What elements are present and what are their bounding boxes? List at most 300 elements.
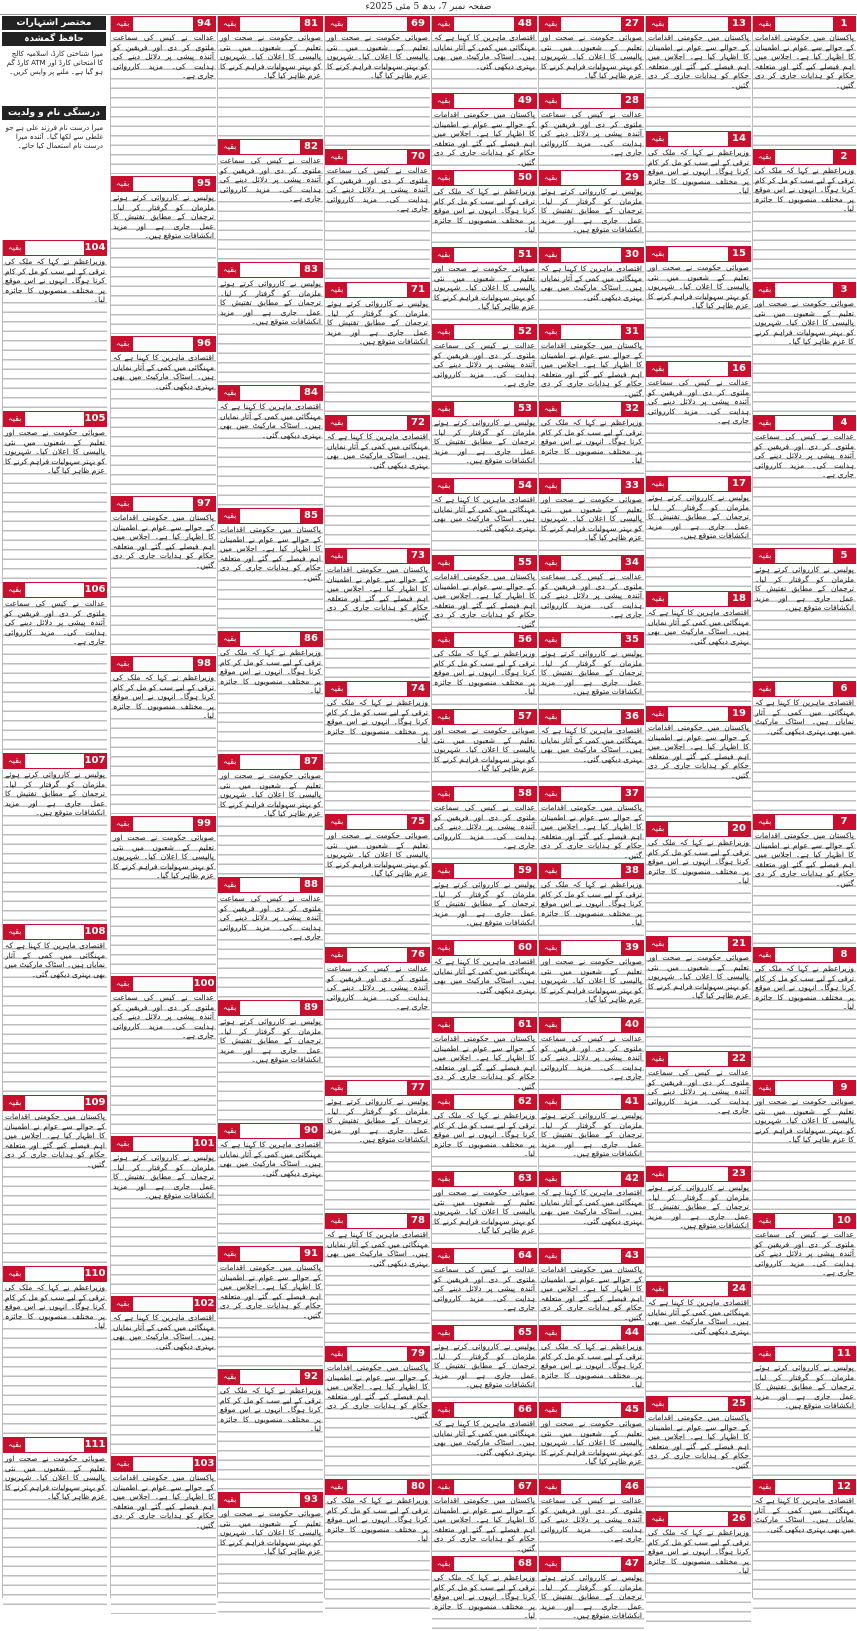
continuation-header: [111, 1296, 216, 1312]
continuation-label: بقیہ: [540, 17, 561, 31]
continuation-label: بقیہ: [219, 17, 240, 31]
continuation-item: [218, 385, 323, 506]
continuation-item: [753, 1479, 856, 1610]
continuation-item: [753, 548, 856, 679]
continuation-number: 15: [728, 247, 750, 261]
continuation-number: 48: [514, 17, 536, 31]
continuation-number: 18: [728, 592, 750, 606]
continuation-number: 54: [514, 479, 536, 493]
continuation-header: [432, 324, 537, 340]
continuation-text: وزیراعظم نے کہا کہ ملک کی ترقی کے لیے سب کو مل کر کام کرنا ہوگا۔ انہوں نے اس موقع پر مختلف منصوبوں کا جائزہ لیا۔: [325, 697, 430, 812]
continuation-header: [753, 947, 856, 963]
continuation-number: 17: [728, 477, 750, 491]
continuation-label: بقیہ: [540, 864, 561, 878]
continuation-number: 80: [407, 1480, 429, 1494]
continuation-number: 62: [514, 1095, 536, 1109]
continuation-label: بقیہ: [754, 150, 775, 164]
continuation-label: بقیہ: [219, 878, 240, 892]
continuation-label: بقیہ: [647, 1282, 668, 1296]
continuation-item: [539, 863, 644, 938]
continuation-text: صوبائی حکومت نے صحت اور تعلیم کے شعبوں میں نئی پالیسی کا اعلان کیا۔ شہریوں کو بہتر سہولیات فراہم کرنے کا عزم ظاہر کیا گیا۔: [3, 1453, 107, 1606]
continuation-label: بقیہ: [647, 707, 668, 721]
continuation-header: [432, 863, 537, 879]
continuation-header: [539, 1325, 644, 1341]
continuation-number: 14: [728, 132, 750, 146]
continuation-number: 82: [300, 140, 322, 154]
continuation-number: 53: [514, 402, 536, 416]
continuation-number: 44: [621, 1326, 643, 1340]
continuation-item: [539, 16, 644, 91]
continuation-item: [111, 976, 216, 1134]
continuation-number: 1: [833, 17, 855, 31]
continuation-label: بقیہ: [540, 1557, 561, 1571]
continuation-text: اقتصادی ماہرین کا کہنا ہے کہ مہنگائی میں کمی کے آثار نمایاں ہیں۔ اسٹاک مارکیٹ میں بھی بہتری دیکھی گئی۔: [111, 352, 216, 494]
column-6: [217, 16, 323, 1598]
continuation-text: پولیس نے کارروائی کرتے ہوئے ملزمان کو گرفتار کر لیا۔ ترجمان کے مطابق تفتیش کا عمل جاری ہے اور مزید انکشافات متوقع ہیں۔: [432, 1341, 537, 1400]
continuation-text: عدالت نے کیس کی سماعت ملتوی کر دی اور فریقین کو آئندہ پیشی پر دلائل دینے کی ہدایت کی۔ مزید کارروائی جاری ہے۔: [539, 1033, 644, 1092]
continuation-header: [646, 591, 751, 607]
continuation-header: [646, 246, 751, 262]
continuation-label: بقیہ: [326, 1347, 347, 1361]
continuation-header: [111, 1456, 216, 1472]
continuation-text: وزیراعظم نے کہا کہ ملک کی ترقی کے لیے سب کو مل کر کام کرنا ہوگا۔ انہوں نے اس موقع پر مختلف منصوبوں کا جائزہ لیا۔: [539, 879, 644, 938]
classified-heading-ads: مختصر اشتہارات: [2, 16, 106, 30]
continuation-number: 59: [514, 864, 536, 878]
continuation-number: 49: [514, 94, 536, 108]
continuation-item: [432, 324, 537, 399]
continuation-item: [646, 361, 751, 474]
continuation-item: [646, 1396, 751, 1509]
continuation-item: [432, 632, 537, 707]
continuation-header: [539, 1171, 644, 1187]
continuation-label: بقیہ: [433, 710, 454, 724]
continuation-header: [432, 478, 537, 494]
column-3: [538, 16, 644, 1620]
continuation-item: [325, 1346, 430, 1477]
continuation-header: [111, 1136, 216, 1152]
continuation-number: 19: [728, 707, 750, 721]
continuation-number: 56: [514, 633, 536, 647]
continuation-label: بقیہ: [754, 283, 775, 297]
continuation-item: [3, 753, 107, 922]
continuation-number: 27: [621, 17, 643, 31]
continuation-label: بقیہ: [219, 1370, 240, 1384]
continuation-item: [3, 1095, 107, 1264]
continuation-label: بقیہ: [647, 937, 668, 951]
continuation-item: [432, 1556, 537, 1631]
continuation-label: بقیہ: [754, 1214, 775, 1228]
continuation-text: پولیس نے کارروائی کرتے ہوئے ملزمان کو گرفتار کر لیا۔ ترجمان کے مطابق تفتیش کا عمل جاری ہے اور مزید انکشافات متوقع ہیں۔: [432, 879, 537, 938]
continuation-text: صوبائی حکومت نے صحت اور تعلیم کے شعبوں میں نئی پالیسی کا اعلان کیا۔ شہریوں کو بہتر سہولیات فراہم کرنے کا عزم ظاہر کیا گیا۔: [432, 1187, 537, 1246]
continuation-header: [539, 93, 644, 109]
continuation-number: 21: [728, 937, 750, 951]
continuation-text: پولیس نے کارروائی کرتے ہوئے ملزمان کو گرفتار کر لیا۔ ترجمان کے مطابق تفتیش کا عمل جاری ہے اور مزید انکشافات متوقع ہیں۔: [218, 1016, 323, 1121]
continuation-header: [539, 632, 644, 648]
continuation-label: بقیہ: [647, 1512, 668, 1526]
continuation-header: [539, 555, 644, 571]
continuation-header: [432, 555, 537, 571]
continuation-number: 106: [84, 584, 106, 595]
continuation-label: بقیہ: [219, 263, 240, 277]
continuation-number: 31: [621, 325, 643, 339]
continuation-header: [432, 1248, 537, 1264]
column-5: [324, 16, 430, 1598]
continuation-label: بقیہ: [433, 1095, 454, 1109]
continuation-text: پاکستان میں حکومتی اقدامات کے حوالے سے عوام نے اطمینان کا اظہار کیا ہے۔ اجلاس میں اہم فیصلے کیے گئے اور متعلقہ حکام کو ہدایات جاری کر دی گئیں۔: [434, 1496, 535, 1553]
continuation-text: عدالت نے کیس کی سماعت ملتوی کر دی اور فریقین کو آئندہ پیشی پر دلائل دینے کی ہدایت کی۔ مزید کارروائی جاری ہے۔: [432, 802, 537, 861]
continuation-header: [539, 709, 644, 725]
continuation-text: اقتصادی ماہرین کا کہنا ہے کہ مہنگائی میں کمی کے آثار نمایاں ہیں۔ اسٹاک مارکیٹ میں بھی بہتری دیکھی گئی۔: [432, 494, 537, 553]
continuation-label: بقیہ: [540, 248, 561, 262]
continuation-header: [218, 16, 323, 32]
continuation-header: [646, 476, 751, 492]
continuation-text: پاکستان میں حکومتی اقدامات کے حوالے سے عوام نے اطمینان کا اظہار کیا ہے۔ اجلاس میں اہم فیصلے کیے گئے اور متعلقہ حکام کو ہدایات جاری کر دی گئیں۔: [325, 1362, 430, 1477]
classified-heading-name-correction: درستگی نام و ولدیت: [2, 106, 106, 120]
continuation-item: [218, 1000, 323, 1121]
continuation-header: [325, 415, 430, 431]
continuation-number: 20: [728, 822, 750, 836]
continuation-text: عدالت نے کیس کی سماعت ملتوی کر دی اور فریقین کو آئندہ پیشی پر دلائل دینے کی ہدایت کی۔ مزید کارروائی جاری ہے۔: [646, 1067, 751, 1164]
continuation-header: [325, 16, 430, 32]
continuation-item: [325, 1080, 430, 1211]
continuation-item: [325, 149, 430, 280]
continuation-header: [646, 361, 751, 377]
continuation-item: [539, 555, 644, 630]
continuation-label: بقیہ: [4, 754, 25, 768]
continuation-header: [432, 16, 537, 32]
continuation-text: اقتصادی ماہرین کا کہنا ہے کہ مہنگائی میں کمی کے آثار نمایاں ہیں۔ اسٹاک مارکیٹ میں بھی بہتری دیکھی گئی۔: [218, 401, 323, 506]
continuation-text: پولیس نے کارروائی کرتے ہوئے ملزمان کو گرفتار کر لیا۔ ترجمان کے مطابق تفتیش کا عمل جاری ہے اور مزید انکشافات متوقع ہیں۔: [432, 417, 537, 476]
continuation-label: بقیہ: [112, 817, 133, 831]
continuation-item: [111, 1296, 216, 1454]
continuation-text: پولیس نے کارروائی کرتے ہوئے ملزمان کو گرفتار کر لیا۔ ترجمان کے مطابق تفتیش کا عمل جاری ہے اور مزید انکشافات متوقع ہیں۔: [539, 648, 644, 707]
continuation-text: صوبائی حکومت نے صحت اور تعلیم کے شعبوں میں نئی پالیسی کا اعلان کیا۔ شہریوں کو بہتر سہولیات فراہم کرنے کا عزم ظاہر کیا گیا۔: [539, 956, 644, 1015]
continuation-number: 86: [300, 632, 322, 646]
continuation-item: [539, 1171, 644, 1246]
continuation-item: [3, 1437, 107, 1606]
continuation-header: [432, 93, 537, 109]
continuation-label: بقیہ: [647, 247, 668, 261]
continuation-label: بقیہ: [112, 177, 133, 191]
continuation-text: پاکستان میں حکومتی اقدامات کے حوالے سے عوام نے اطمینان کا اظہار کیا ہے۔ اجلاس میں اہم فیصلے کیے گئے اور متعلقہ حکام کو ہدایات جاری کر دی گئیں۔: [325, 564, 430, 679]
continuation-number: 91: [300, 1247, 322, 1261]
continuation-label: بقیہ: [647, 362, 668, 376]
continuation-number: 92: [300, 1370, 322, 1384]
continuation-text: وزیراعظم نے کہا کہ ملک کی ترقی کے لیے سب کو مل کر کام کرنا ہوگا۔ انہوں نے اس موقع پر مختلف منصوبوں کا جائزہ لیا۔: [753, 963, 856, 1078]
continuation-text: وزیراعظم نے کہا کہ ملک کی ترقی کے لیے سب کو مل کر کام کرنا ہوگا۔ انہوں نے اس موقع پر مختلف منصوبوں کا جائزہ لیا۔: [3, 256, 107, 409]
continuation-text: پاکستان میں حکومتی اقدامات کے حوالے سے عوام نے اطمینان کا اظہار کیا ہے۔ اجلاس میں اہم فیصلے کیے گئے اور متعلقہ حکام کو ہدایات جاری کر دی گئیں۔: [753, 32, 856, 147]
continuation-text: اقتصادی ماہرین کا کہنا ہے کہ مہنگائی میں کمی کے آثار نمایاں ہیں۔ اسٹاک مارکیٹ میں بھی بہتری دیکھی گئی۔: [646, 1297, 751, 1394]
continuation-item: [646, 246, 751, 359]
continuation-item: [646, 821, 751, 934]
continuation-text: عدالت نے کیس کی سماعت ملتوی کر دی اور فریقین کو آئندہ پیشی پر دلائل دینے کی ہدایت کی۔ مزید کارروائی جاری ہے۔: [218, 155, 323, 260]
continuation-label: بقیہ: [219, 1124, 240, 1138]
column-4: [431, 16, 537, 1620]
classified-heading-lost: حافظ گمشدہ: [2, 32, 106, 46]
continuation-item: [753, 1080, 856, 1211]
continuation-label: بقیہ: [219, 509, 240, 523]
continuation-label: بقیہ: [219, 140, 240, 154]
continuation-item: [218, 1369, 323, 1490]
continuation-item: [3, 240, 107, 409]
continuation-label: بقیہ: [4, 1267, 25, 1281]
continuation-number: 89: [300, 1001, 322, 1015]
continuation-number: 13: [728, 17, 750, 31]
continuation-text: صوبائی حکومت نے صحت اور تعلیم کے شعبوں میں نئی پالیسی کا اعلان کیا۔ شہریوں کو بہتر سہولیات فراہم کرنے کا عزم ظاہر کیا گیا۔: [218, 1508, 323, 1613]
continuation-number: 55: [514, 556, 536, 570]
classified-body-lost: میرا شناختی کارڈ، اسلامیہ کالج کا امتحانی کارڈ اور ATM کارڈ گم ہو گیا ہے۔ ملنے پر واپس کریں۔: [6, 50, 103, 76]
continuation-number: 51: [514, 248, 536, 262]
continuation-number: 87: [300, 755, 322, 769]
classified-section-name-correction: [2, 106, 106, 204]
continuation-item: [325, 814, 430, 945]
continuation-text: پولیس نے کارروائی کرتے ہوئے ملزمان کو گرفتار کر لیا۔ ترجمان کے مطابق تفتیش کا عمل جاری ہے اور مزید انکشافات متوقع ہیں۔: [539, 1110, 644, 1169]
continuation-text: پاکستان میں حکومتی اقدامات کے حوالے سے عوام نے اطمینان کا اظہار کیا ہے۔ اجلاس میں اہم فیصلے کیے گئے اور متعلقہ حکام کو ہدایات جاری کر دی گئیں۔: [3, 1111, 107, 1264]
column-8: [2, 240, 107, 1598]
continuation-number: 4: [833, 416, 855, 430]
continuation-header: [539, 863, 644, 879]
continuation-header: [325, 282, 430, 298]
continuation-label: بقیہ: [433, 1326, 454, 1340]
continuation-text: اقتصادی ماہرین کا کہنا ہے کہ مہنگائی میں کمی کے آثار نمایاں ہیں۔ اسٹاک مارکیٹ میں بھی بہتری دیکھی گئی۔: [539, 1187, 644, 1246]
continuation-label: بقیہ: [112, 657, 133, 671]
continuation-number: 12: [833, 1480, 855, 1494]
continuation-text: اقتصادی ماہرین کا کہنا ہے کہ مہنگائی میں کمی کے آثار نمایاں ہیں۔ اسٹاک مارکیٹ میں بھی بہتری دیکھی گئی۔: [432, 956, 537, 1015]
continuation-item: [539, 632, 644, 707]
continuation-item: [432, 170, 537, 245]
continuation-header: [432, 170, 537, 186]
continuation-item: [646, 706, 751, 819]
continuation-item: [432, 555, 537, 630]
continuation-label: بقیہ: [433, 556, 454, 570]
continuation-header: [432, 1402, 537, 1418]
continuation-number: 103: [193, 1458, 215, 1469]
continuation-item: [111, 336, 216, 494]
continuation-header: [218, 1492, 323, 1508]
continuation-header: [325, 548, 430, 564]
continuation-label: بقیہ: [647, 17, 668, 31]
continuation-header: [111, 496, 216, 512]
continuation-text: عدالت نے کیس کی سماعت ملتوی کر دی اور فریقین کو آئندہ پیشی پر دلائل دینے کی ہدایت کی۔ مزید کارروائی جاری ہے۔: [646, 377, 751, 474]
continuation-number: 45: [621, 1403, 643, 1417]
continuation-number: 26: [728, 1512, 750, 1526]
continuation-text: وزیراعظم نے کہا کہ ملک کی ترقی کے لیے سب کو مل کر کام کرنا ہوگا۔ انہوں نے اس موقع پر مختلف منصوبوں کا جائزہ لیا۔: [325, 1495, 430, 1610]
continuation-label: بقیہ: [540, 556, 561, 570]
continuation-header: [432, 247, 537, 263]
continuation-item: [325, 947, 430, 1078]
continuation-text: پاکستان میں حکومتی اقدامات کے حوالے سے عوام نے اطمینان کا اظہار کیا ہے۔ اجلاس میں اہم فیصلے کیے گئے اور متعلقہ حکام کو ہدایات جاری کر دی گئیں۔: [218, 524, 323, 629]
continuation-header: [432, 1325, 537, 1341]
continuation-number: 63: [514, 1172, 536, 1186]
continuation-number: 69: [407, 17, 429, 31]
continuation-item: [753, 814, 856, 945]
continuation-label: بقیہ: [647, 132, 668, 146]
continuation-header: [539, 401, 644, 417]
continuation-label: بقیہ: [433, 171, 454, 185]
continuation-text: اقتصادی ماہرین کا کہنا ہے کہ مہنگائی میں کمی کے آثار نمایاں ہیں۔ اسٹاک مارکیٹ میں بھی بہتری دیکھی گئی۔: [753, 697, 856, 812]
continuation-label: بقیہ: [647, 1052, 668, 1066]
continuation-text: پولیس نے کارروائی کرتے ہوئے ملزمان کو گرفتار کر لیا۔ ترجمان کے مطابق تفتیش کا عمل جاری ہے اور مزید انکشافات متوقع ہیں۔: [325, 298, 430, 413]
continuation-item: [218, 631, 323, 752]
continuation-header: [753, 149, 856, 165]
continuation-header: [753, 548, 856, 564]
continuation-header: [539, 324, 644, 340]
continuation-number: 101: [193, 1138, 215, 1149]
continuation-text: عدالت نے کیس کی سماعت ملتوی کر دی اور فریقین کو آئندہ پیشی پر دلائل دینے کی ہدایت کی۔ مزید کارروائی جاری ہے۔: [539, 571, 644, 630]
continuation-number: 102: [193, 1298, 215, 1309]
continuation-header: [646, 1511, 751, 1527]
continuation-text: اقتصادی ماہرین کا کہنا ہے کہ مہنگائی میں کمی کے آثار نمایاں ہیں۔ اسٹاک مارکیٹ میں بھی بہتری دیکھی گئی۔: [539, 725, 644, 784]
continuation-text: اقتصادی ماہرین کا کہنا ہے کہ مہنگائی میں کمی کے آثار نمایاں ہیں۔ اسٹاک مارکیٹ میں بھی بہتری دیکھی گئی۔: [753, 1495, 856, 1610]
continuation-number: 37: [621, 787, 643, 801]
continuation-number: 76: [407, 948, 429, 962]
continuation-number: 72: [407, 416, 429, 430]
continuation-header: [646, 16, 751, 32]
continuation-number: 98: [193, 657, 215, 671]
continuation-text: اقتصادی ماہرین کا کہنا ہے کہ مہنگائی میں کمی کے آثار نمایاں ہیں۔ اسٹاک مارکیٹ میں بھی بہتری دیکھی گئی۔: [325, 431, 430, 546]
continuation-header: [432, 632, 537, 648]
continuation-label: بقیہ: [754, 948, 775, 962]
continuation-number: 47: [621, 1557, 643, 1571]
continuation-number: 96: [193, 337, 215, 351]
continuation-text: عدالت نے کیس کی سماعت ملتوی کر دی اور فریقین کو آئندہ پیشی پر دلائل دینے کی ہدایت کی۔ مزید کارروائی جاری ہے۔: [539, 1495, 644, 1554]
continuation-text: پاکستان میں حکومتی اقدامات کے حوالے سے عوام نے اطمینان کا اظہار کیا ہے۔ اجلاس میں اہم فیصلے کیے گئے اور متعلقہ حکام کو ہدایات جاری کر دی گئیں۔: [541, 341, 642, 398]
continuation-item: [646, 1511, 751, 1624]
continuation-item: [432, 940, 537, 1015]
continuation-text: اقتصادی ماہرین کا کہنا ہے کہ مہنگائی میں کمی کے آثار نمایاں ہیں۔ اسٹاک مارکیٹ میں بھی بہتری دیکھی گئی۔: [646, 607, 751, 704]
continuation-text: پولیس نے کارروائی کرتے ہوئے ملزمان کو گرفتار کر لیا۔ ترجمان کے مطابق تفتیش کا عمل جاری ہے اور مزید انکشافات متوقع ہیں۔: [646, 1182, 751, 1279]
continuation-item: [111, 496, 216, 654]
continuation-label: بقیہ: [112, 17, 133, 31]
continuation-header: [111, 816, 216, 832]
continuation-text: صوبائی حکومت نے صحت اور تعلیم کے شعبوں میں نئی پالیسی کا اعلان کیا۔ شہریوں کو بہتر سہولیات فراہم کرنے کا عزم ظاہر کیا گیا۔: [325, 830, 430, 945]
continuation-item: [753, 1346, 856, 1477]
continuation-header: [539, 786, 644, 802]
continuation-header: [3, 240, 107, 256]
continuation-label: بقیہ: [326, 1081, 347, 1095]
continuation-number: 34: [621, 556, 643, 570]
continuation-item: [325, 681, 430, 812]
continuation-header: [432, 401, 537, 417]
continuation-label: بقیہ: [326, 17, 347, 31]
continuation-number: 57: [514, 710, 536, 724]
continuation-text: پولیس نے کارروائی کرتے ہوئے ملزمان کو گرفتار کر لیا۔ ترجمان کے مطابق تفتیش کا عمل جاری ہے اور مزید انکشافات متوقع ہیں۔: [218, 278, 323, 383]
continuation-text: صوبائی حکومت نے صحت اور تعلیم کے شعبوں میں نئی پالیسی کا اعلان کیا۔ شہریوں کو بہتر سہولیات فراہم کرنے کا عزم ظاہر کیا گیا۔: [539, 1418, 644, 1477]
continuation-number: 9: [833, 1081, 855, 1095]
continuation-item: [646, 1051, 751, 1164]
continuation-label: بقیہ: [219, 1493, 240, 1507]
continuation-text: پاکستان میں حکومتی اقدامات کے حوالے سے عوام نے اطمینان کا اظہار کیا ہے۔ اجلاس میں اہم فیصلے کیے گئے اور متعلقہ حکام کو ہدایات جاری کر دی گئیں۔: [541, 1265, 642, 1322]
continuation-label: بقیہ: [433, 1018, 454, 1032]
continuation-number: 28: [621, 94, 643, 108]
continuation-label: بقیہ: [326, 1480, 347, 1494]
continuation-item: [3, 924, 107, 1093]
continuation-number: 99: [193, 817, 215, 831]
continuation-text: وزیراعظم نے کہا کہ ملک کی ترقی کے لیے سب کو مل کر کام کرنا ہوگا۔ انہوں نے اس موقع پر مختلف منصوبوں کا جائزہ لیا۔: [539, 417, 644, 476]
continuation-label: بقیہ: [4, 925, 25, 939]
continuation-header: [432, 1556, 537, 1572]
continuation-text: اقتصادی ماہرین کا کہنا ہے کہ مہنگائی میں کمی کے آثار نمایاں ہیں۔ اسٹاک مارکیٹ میں بھی بہتری دیکھی گئی۔: [3, 940, 107, 1093]
continuation-item: [325, 1213, 430, 1344]
continuation-item: [646, 1281, 751, 1394]
continuation-label: بقیہ: [219, 755, 240, 769]
continuation-label: بقیہ: [754, 682, 775, 696]
continuation-item: [111, 176, 216, 334]
continuation-number: 5: [833, 549, 855, 563]
continuation-label: بقیہ: [4, 1438, 25, 1452]
continuation-label: بقیہ: [540, 402, 561, 416]
continuation-item: [218, 877, 323, 998]
continuation-number: 95: [193, 177, 215, 191]
continuation-text: صوبائی حکومت نے صحت اور تعلیم کے شعبوں میں نئی پالیسی کا اعلان کیا۔ شہریوں کو بہتر سہولیات فراہم کرنے کا عزم ظاہر کیا گیا۔: [3, 427, 107, 580]
continuation-item: [539, 1556, 644, 1631]
continuation-header: [218, 262, 323, 278]
continuation-text: وزیراعظم نے کہا کہ ملک کی ترقی کے لیے سب کو مل کر کام کرنا ہوگا۔ انہوں نے اس موقع پر مختلف منصوبوں کا جائزہ لیا۔: [432, 1572, 537, 1631]
continuation-header: [539, 1556, 644, 1572]
continuation-label: بقیہ: [4, 241, 25, 255]
continuation-text: پاکستان میں حکومتی اقدامات کے حوالے سے عوام نے اطمینان کا اظہار کیا ہے۔ اجلاس میں اہم فیصلے کیے گئے اور متعلقہ حکام کو ہدایات جاری کر دی گئیں۔: [646, 722, 751, 819]
continuation-label: بقیہ: [540, 1249, 561, 1263]
continuation-number: 85: [300, 509, 322, 523]
continuation-number: 2: [833, 150, 855, 164]
continuation-label: بقیہ: [112, 1297, 133, 1311]
continuation-label: بقیہ: [540, 941, 561, 955]
continuation-text: صوبائی حکومت نے صحت اور تعلیم کے شعبوں میں نئی پالیسی کا اعلان کیا۔ شہریوں کو بہتر سہولیات فراہم کرنے کا عزم ظاہر کیا گیا۔: [432, 725, 537, 784]
continuation-item: [753, 282, 856, 413]
continuation-label: بقیہ: [754, 815, 775, 829]
continuation-header: [3, 1437, 107, 1453]
continuation-text: وزیراعظم نے کہا کہ ملک کی ترقی کے لیے سب کو مل کر کام کرنا ہوگا۔ انہوں نے اس موقع پر مختلف منصوبوں کا جائزہ لیا۔: [432, 648, 537, 707]
continuation-text: پاکستان میں حکومتی اقدامات کے حوالے سے عوام نے اطمینان کا اظہار کیا ہے۔ اجلاس میں اہم فیصلے کیے گئے اور متعلقہ حکام کو ہدایات جاری کر دی گئیں۔: [753, 830, 856, 945]
continuation-label: بقیہ: [433, 1557, 454, 1571]
continuation-item: [111, 16, 216, 174]
continuation-item: [753, 681, 856, 812]
continuation-header: [325, 1479, 430, 1495]
continuation-item: [325, 1479, 430, 1610]
continuation-text: پولیس نے کارروائی کرتے ہوئے ملزمان کو گرفتار کر لیا۔ ترجمان کے مطابق تفتیش کا عمل جاری ہے اور مزید انکشافات متوقع ہیں۔: [753, 1362, 856, 1477]
continuation-number: 16: [728, 362, 750, 376]
continuation-number: 23: [728, 1167, 750, 1181]
continuation-number: 94: [193, 17, 215, 31]
continuation-number: 29: [621, 171, 643, 185]
continuation-text: وزیراعظم نے کہا کہ ملک کی ترقی کے لیے سب کو مل کر کام کرنا ہوگا۔ انہوں نے اس موقع پر مختلف منصوبوں کا جائزہ لیا۔: [111, 672, 216, 814]
column-2: [645, 16, 751, 1598]
continuation-item: [753, 1213, 856, 1344]
continuation-item: [432, 1402, 537, 1477]
continuation-text: پولیس نے کارروائی کرتے ہوئے ملزمان کو گرفتار کر لیا۔ ترجمان کے مطابق تفتیش کا عمل جاری ہے اور مزید انکشافات متوقع ہیں۔: [111, 192, 216, 334]
continuation-number: 78: [407, 1214, 429, 1228]
continuation-number: 81: [300, 17, 322, 31]
continuation-item: [432, 1479, 537, 1554]
continuation-label: بقیہ: [433, 787, 454, 801]
continuation-number: 107: [84, 755, 106, 766]
continuation-label: بقیہ: [433, 479, 454, 493]
continuation-text: پاکستان میں حکومتی اقدامات کے حوالے سے عوام نے اطمینان کا اظہار کیا ہے۔ اجلاس میں اہم فیصلے کیے گئے اور متعلقہ حکام کو ہدایات جاری کر دی گئیں۔: [646, 1412, 751, 1509]
continuation-number: 40: [621, 1018, 643, 1032]
continuation-header: [753, 16, 856, 32]
continuation-label: بقیہ: [326, 682, 347, 696]
continuation-item: [539, 786, 644, 861]
continuation-label: بقیہ: [754, 1081, 775, 1095]
continuation-number: 60: [514, 941, 536, 955]
classified-section-lost: [2, 32, 106, 106]
continuation-item: [218, 1246, 323, 1367]
continuation-text: عدالت نے کیس کی سماعت ملتوی کر دی اور فریقین کو آئندہ پیشی پر دلائل دینے کی ہدایت کی۔ مزید کارروائی جاری ہے۔: [753, 431, 856, 546]
continuation-number: 79: [407, 1347, 429, 1361]
continuation-text: اقتصادی ماہرین کا کہنا ہے کہ مہنگائی میں کمی کے آثار نمایاں ہیں۔ اسٹاک مارکیٹ میں بھی بہتری دیکھی گئی۔: [111, 1312, 216, 1454]
continuation-header: [218, 1000, 323, 1016]
continuation-text: وزیراعظم نے کہا کہ ملک کی ترقی کے لیے سب کو مل کر کام کرنا ہوگا۔ انہوں نے اس موقع پر مختلف منصوبوں کا جائزہ لیا۔: [3, 1282, 107, 1435]
